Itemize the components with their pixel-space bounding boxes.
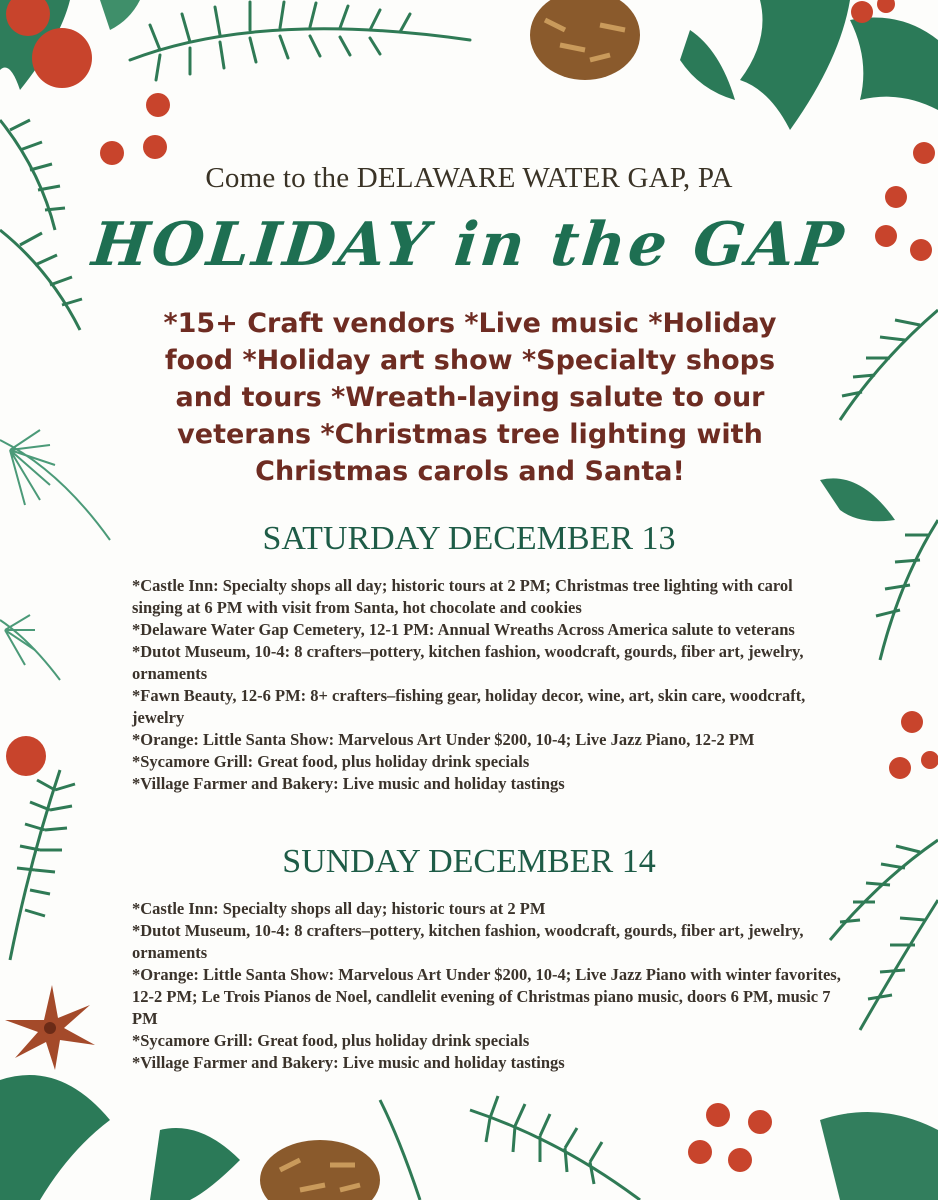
subtitle: Come to the DELAWARE WATER GAP, PA <box>205 162 733 194</box>
list-item: *Orange: Little Santa Show: Marvelous Art Under $200, 10-4; Live Jazz Piano with winter favorites, 12-2 PM; Le Trois Pianos de Noel, candlelit evening of Christmas piano music, doors 6 PM, music 7 PM <box>132 965 841 1028</box>
list-item: *Castle Inn: Specialty shops all day; historic tours at 2 PM <box>132 899 546 918</box>
list-item: *Fawn Beauty, 12-6 PM: 8+ crafters–fishing gear, holiday decor, wine, art, skin care, woodcraft, jewelry <box>132 686 806 727</box>
list-item: *Sycamore Grill: Great food, plus holiday drink specials <box>132 1031 530 1050</box>
list-item: *Orange: Little Santa Show: Marvelous Art Under $200, 10-4; Live Jazz Piano, 12-2 PM <box>132 730 755 749</box>
holly-leaf-icon <box>680 0 938 130</box>
red-berry-icon <box>688 1103 772 1172</box>
event-highlights: *15+ Craft vendors *Live music *Holiday food *Holiday art show *Specialty shops and tours *Wreath-laying salute to our veterans *Christmas tree lighting with Christmas carols and Santa! <box>163 308 777 487</box>
holly-leaf-icon <box>0 1075 938 1200</box>
sunday-event-list <box>132 898 847 1074</box>
red-berry-icon <box>6 736 46 776</box>
list-item: *Village Farmer and Bakery: Live music and holiday tastings <box>132 774 565 793</box>
list-item: *Castle Inn: Specialty shops all day; historic tours at 2 PM; Christmas tree lighting with carol singing at 6 PM with visit from Santa, hot chocolate and cookies <box>132 576 793 617</box>
red-berry-icon <box>6 0 170 165</box>
saturday-heading: SATURDAY DECEMBER 13 <box>262 520 676 557</box>
list-item: *Sycamore Grill: Great food, plus holiday drink specials <box>132 752 530 771</box>
pine-branch-icon <box>380 1096 640 1200</box>
list-item: *Village Farmer and Bakery: Live music and holiday tastings <box>132 1053 565 1072</box>
page-title: HOLIDAY in the GAP <box>88 210 850 280</box>
list-item: *Dutot Museum, 10-4: 8 crafters–pottery, kitchen fashion, woodcraft, gourds, fiber art, jewelry, ornaments <box>132 642 804 683</box>
holly-leaf-icon <box>820 478 895 521</box>
list-item: *Dutot Museum, 10-4: 8 crafters–pottery, kitchen fashion, woodcraft, gourds, fiber art, jewelry, ornaments <box>132 921 804 962</box>
pinecone-icon <box>530 0 640 80</box>
list-item: *Delaware Water Gap Cemetery, 12-1 PM: Annual Wreaths Across America salute to veterans <box>132 620 795 639</box>
sunday-heading: SUNDAY DECEMBER 14 <box>282 843 656 880</box>
pine-branch-icon <box>130 2 470 80</box>
saturday-event-list <box>132 575 847 795</box>
star-anise-icon <box>5 985 95 1070</box>
pinecone-icon <box>260 1140 380 1200</box>
